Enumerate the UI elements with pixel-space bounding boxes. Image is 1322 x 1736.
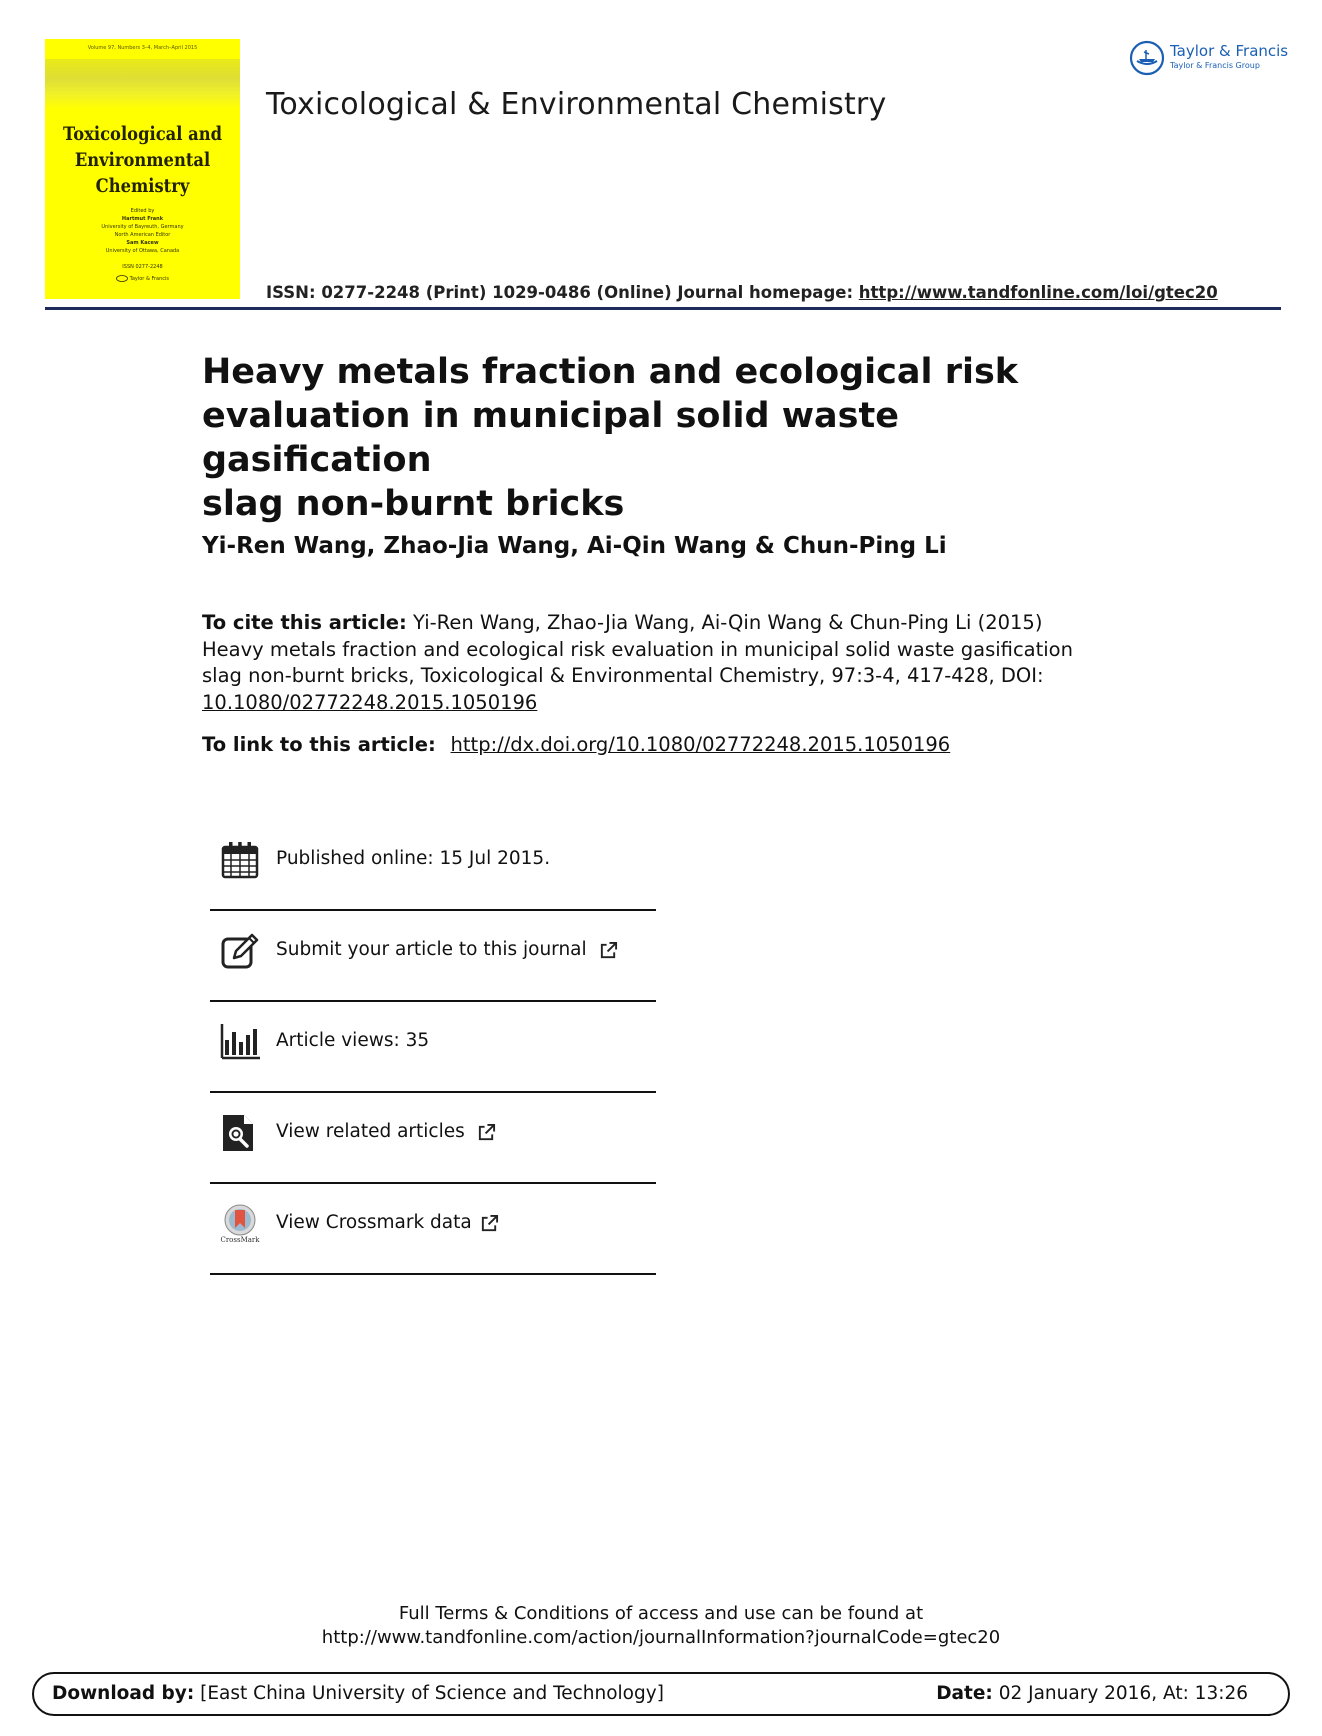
calendar-icon xyxy=(220,840,260,880)
cover-publisher-icon xyxy=(116,275,128,282)
submit-article-link[interactable]: Submit your article to this journal xyxy=(276,939,618,960)
crossmark-icon xyxy=(220,1204,260,1244)
cover-sky-image xyxy=(45,59,240,109)
edit-icon xyxy=(220,931,260,971)
external-link-icon xyxy=(477,1123,496,1142)
crossmark-logo-text: CrossMark xyxy=(220,1236,260,1244)
publisher-logo[interactable] xyxy=(1129,40,1289,76)
article-authors: Yi-Ren Wang, Zhao-Jia Wang, Ai-Qin Wang & Chun-Ping Li xyxy=(202,533,947,559)
download-info-bar xyxy=(32,1672,1290,1716)
publisher-logo-icon xyxy=(1129,40,1165,76)
external-link-icon xyxy=(599,941,618,960)
publisher-group: Taylor & Francis Group xyxy=(1170,61,1260,70)
published-online-row xyxy=(210,820,656,911)
article-info-list xyxy=(210,820,656,1275)
header-divider xyxy=(45,307,1281,310)
crossmark-row[interactable] xyxy=(210,1184,656,1275)
publisher-name: Taylor & Francis xyxy=(1170,42,1289,60)
terms-conditions: Full Terms & Conditions of access and use can be found at http://www.tandfonline.com/action/journalInformation?journalCode=gtec20 xyxy=(0,1602,1322,1650)
citation-doi-link[interactable]: 10.1080/02772248.2015.1050196 xyxy=(202,690,538,714)
terms-link[interactable]: http://www.tandfonline.com/action/journalInformation?journalCode=gtec20 xyxy=(321,1627,1001,1648)
citation-block: To cite this article: Yi-Ren Wang, Zhao-Jia Wang, Ai-Qin Wang & Chun-Ping Li (2015) Heavy metals fraction and ecological risk evaluation in municipal solid waste gasification slag non-burnt bricks, Toxicological & Environmental Chemistry, 97:3-4, 417-428, DOI: 10.1080/02772248.2015.1050196 xyxy=(202,611,1073,714)
document-search-icon xyxy=(220,1113,260,1153)
article-views-row xyxy=(210,1002,656,1093)
cover-publisher: Taylor & Francis xyxy=(45,275,240,282)
journal-homepage-link[interactable]: http://www.tandfonline.com/loi/gtec20 xyxy=(858,283,1218,302)
external-link-icon xyxy=(480,1214,499,1233)
journal-cover xyxy=(45,39,240,299)
cover-volume: Volume 97, Numbers 3–4, March–April 2015 xyxy=(87,45,198,51)
article-views-text: Article views: 35 xyxy=(276,1030,430,1051)
cite-label: To cite this article: xyxy=(202,611,407,634)
crossmark-link[interactable]: View Crossmark data xyxy=(276,1212,499,1233)
related-articles-link[interactable]: View related articles xyxy=(276,1121,496,1142)
article-title: Heavy metals fraction and ecological risk evaluation in municipal solid waste gasification slag non-burnt bricks xyxy=(202,352,1019,524)
cover-editors: Edited by Hartmut Frank University of Bayreuth, Germany North American Editor Sam Kacew University of Ottawa, Canada ISSN 0277-2248 xyxy=(101,208,184,270)
download-date: Date: 02 January 2016, At: 13:26 xyxy=(936,1683,1248,1704)
related-articles-row[interactable] xyxy=(210,1093,656,1184)
issn-text: ISSN: 0277-2248 (Print) 1029-0486 (Online) Journal homepage: xyxy=(266,283,859,302)
submit-article-row[interactable] xyxy=(210,911,656,1002)
published-online-text: Published online: 15 Jul 2015. xyxy=(276,848,551,869)
journal-name[interactable]: Toxicological & Environmental Chemistry xyxy=(266,87,887,122)
bar-chart-icon xyxy=(220,1022,260,1062)
download-by: Download by: [East China University of Science and Technology] xyxy=(52,1683,664,1704)
issn-line xyxy=(266,283,1218,302)
article-doi-link[interactable]: http://dx.doi.org/10.1080/02772248.2015.1050196 xyxy=(450,733,951,756)
link-label: To link to this article: xyxy=(202,733,443,756)
cover-title: Toxicological and Environmental Chemistry xyxy=(62,123,223,197)
article-link-line xyxy=(202,733,950,756)
